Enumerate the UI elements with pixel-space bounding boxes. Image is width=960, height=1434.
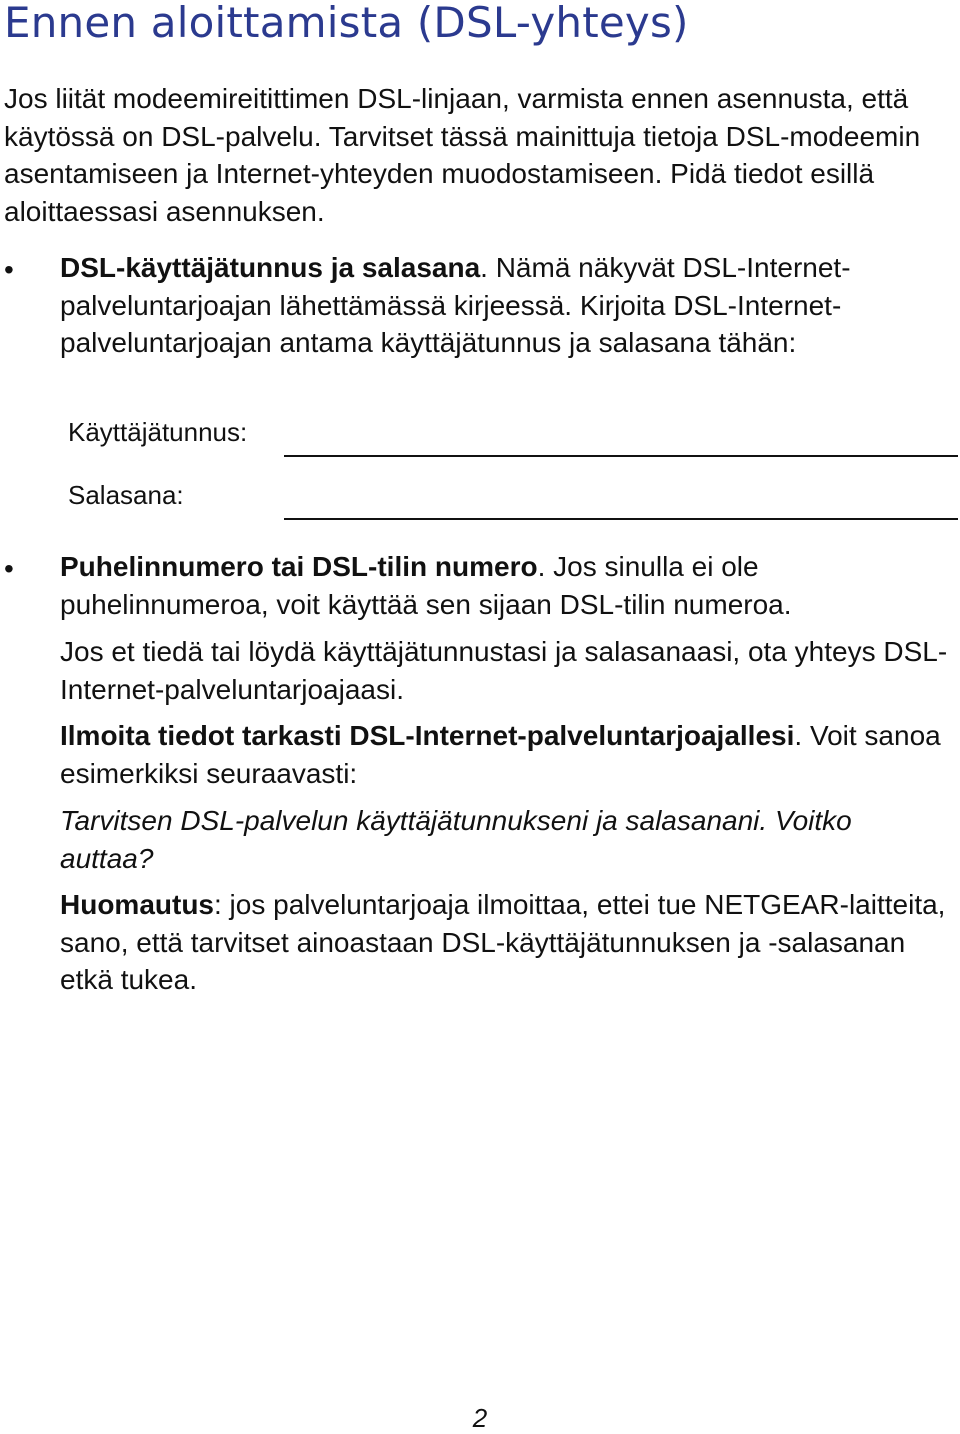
username-label: Käyttäjätunnus: — [68, 417, 248, 447]
page-number: 2 — [472, 1403, 488, 1433]
bullet-phone-number: • — [4, 553, 14, 584]
note-text: : jos palveluntarjoaja ilmoittaa, ettei tue NETGEAR-laitteita, sano, että tarvitset ainoastaan DSL-käyttäjätunnuksen ja -salasanan etkä tukea. — [60, 889, 946, 995]
item-phone-number-text: . Jos sinulla ei ole puhelinnumeroa, voit käyttää sen sijaan DSL-tilin numeroa. — [60, 551, 792, 620]
item-dsl-credentials-text: . Nämä näkyvät DSL-Internet-palveluntarjoajan lähettämässä kirjeessä. Kirjoita DSL-Internet-palveluntarjoajan antama käyttäjätunnus ja salasana tähän: — [60, 252, 851, 358]
item-dsl-credentials — [60, 249, 950, 362]
item-dsl-credentials-heading: DSL-käyttäjätunnus ja salasana — [60, 252, 481, 283]
inform-provider-heading: Ilmoita tiedot tarkasti DSL-Internet-palveluntarjoajallesi — [60, 720, 795, 751]
password-write-line — [284, 518, 958, 520]
item-phone-number — [60, 548, 950, 623]
note-paragraph — [60, 886, 950, 999]
username-write-line — [284, 455, 958, 457]
password-label: Salasana: — [68, 480, 184, 510]
bullet-dsl-credentials: • — [4, 254, 14, 285]
inform-provider-paragraph — [60, 717, 950, 792]
intro-paragraph: Jos liität modeemireitittimen DSL-linjaan, varmista ennen asennusta, että käytössä on DSL-palvelu. Tarvitset tässä mainittuja tietoja DSL-modeemin asentamiseen ja Internet-yhteyden muodostamiseen. Pidä tiedot esillä aloittaessasi asennuksen. — [4, 83, 921, 227]
contact-provider-paragraph: Jos et tiedä tai löydä käyttäjätunnustasi ja salasanaasi, ota yhteys DSL-Internet-palveluntarjoajaasi. — [60, 636, 948, 705]
example-request-paragraph: Tarvitsen DSL-palvelun käyttäjätunnukseni ja salasanani. Voitko auttaa? — [60, 805, 852, 874]
item-phone-number-heading: Puhelinnumero tai DSL-tilin numero — [60, 551, 538, 582]
note-heading: Huomautus — [60, 889, 214, 920]
inform-provider-text: . Voit sanoa esimerkiksi seuraavasti: — [60, 720, 941, 789]
page-title: Ennen aloittamista (DSL-yhteys) — [4, 0, 689, 47]
